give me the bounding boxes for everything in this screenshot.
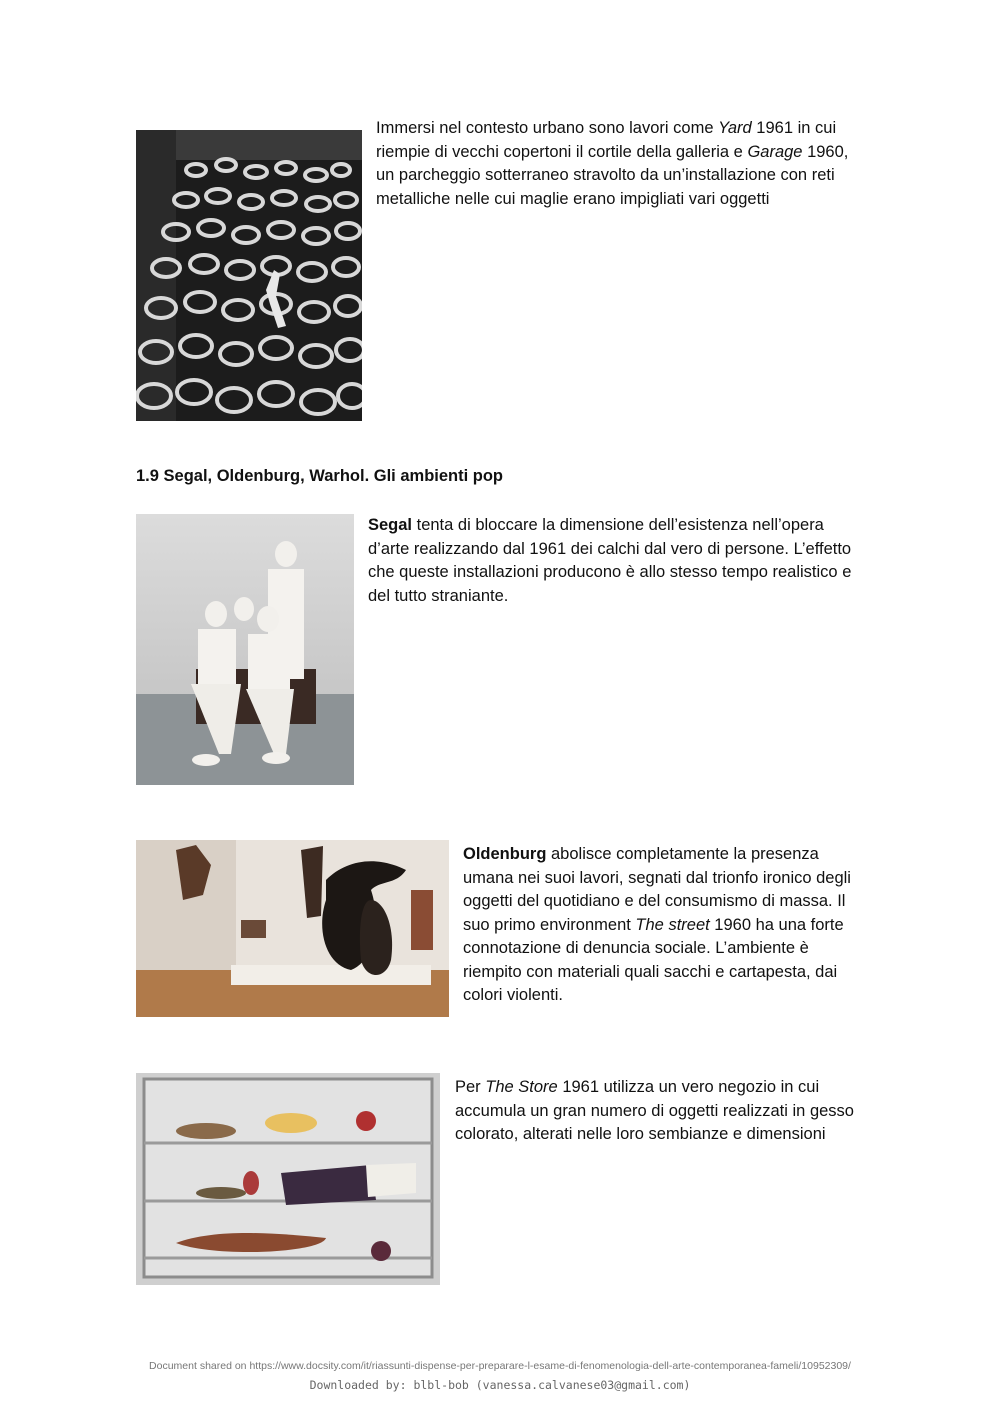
yard-text xyxy=(376,117,868,211)
the-store-title: The Store xyxy=(485,1078,558,1096)
store-text-part: Per xyxy=(455,1078,486,1096)
footer-downloaded: Downloaded by: blbl-bob (vanessa.calvanese03@gmail.com) xyxy=(309,1378,691,1392)
yard-title: Yard xyxy=(718,119,752,137)
segal-text-part: tenta di bloccare la dimensione dell’esistenza nell’opera d’arte realizzando dal 1961 dei calchi dal vero di persone. L’effetto che queste installazioni producono è allo stesso tempo realistico e del tutto straniante. xyxy=(368,516,852,605)
store-text-part: 1961 utilizza un vero negozio in cui accumula un gran numero di oggetti realizzati in gesso colorato, alterati nelle loro sembianze e dimensioni xyxy=(455,1078,854,1143)
garage-title: Garage xyxy=(747,142,803,161)
store-text xyxy=(455,1076,865,1147)
oldenburg-name: Oldenburg xyxy=(463,845,547,863)
oldenburg-text-part: 1960 ha una forte connotazione di denuncia sociale. L’ambiente è riempito con materiali quali sacchi e cartapesta, dai colori violenti. xyxy=(463,915,844,1004)
oldenburg-text-part: abolisce completamente la presenza umana nei suoi lavori, segnati dal trionfo ironico degli oggetti del quotidiano e del consumismo di massa. Il suo primo environment xyxy=(463,845,851,934)
yard-text-part: 1960, un parcheggio sotterraneo stravolto da un’installazione con reti metalliche nelle cui maglie erano impigliati vari oggetti xyxy=(376,142,849,208)
oldenburg-text xyxy=(463,843,863,1008)
section-heading: 1.9 Segal, Oldenburg, Warhol. Gli ambienti pop xyxy=(136,467,504,485)
yard-text-part: 1961 in cui riempie di vecchi copertoni il cortile della galleria e xyxy=(376,119,837,161)
footer-shared-link[interactable]: Document shared on https://www.docsity.com/it/riassunti-dispense-per-preparare-l-esame-di-fenomenologia-dell-arte-contemporanea-fameli/10952309/ xyxy=(149,1360,851,1372)
segal-photo xyxy=(136,514,354,785)
yard-text-part: Immersi nel contesto urbano sono lavori come xyxy=(376,119,719,137)
oldenburg-photo xyxy=(136,840,449,1017)
segal-text xyxy=(368,514,868,608)
segal-name: Segal xyxy=(368,516,413,534)
yard-photo xyxy=(136,130,362,421)
the-street-title: The street xyxy=(635,915,710,934)
store-photo xyxy=(136,1073,440,1285)
